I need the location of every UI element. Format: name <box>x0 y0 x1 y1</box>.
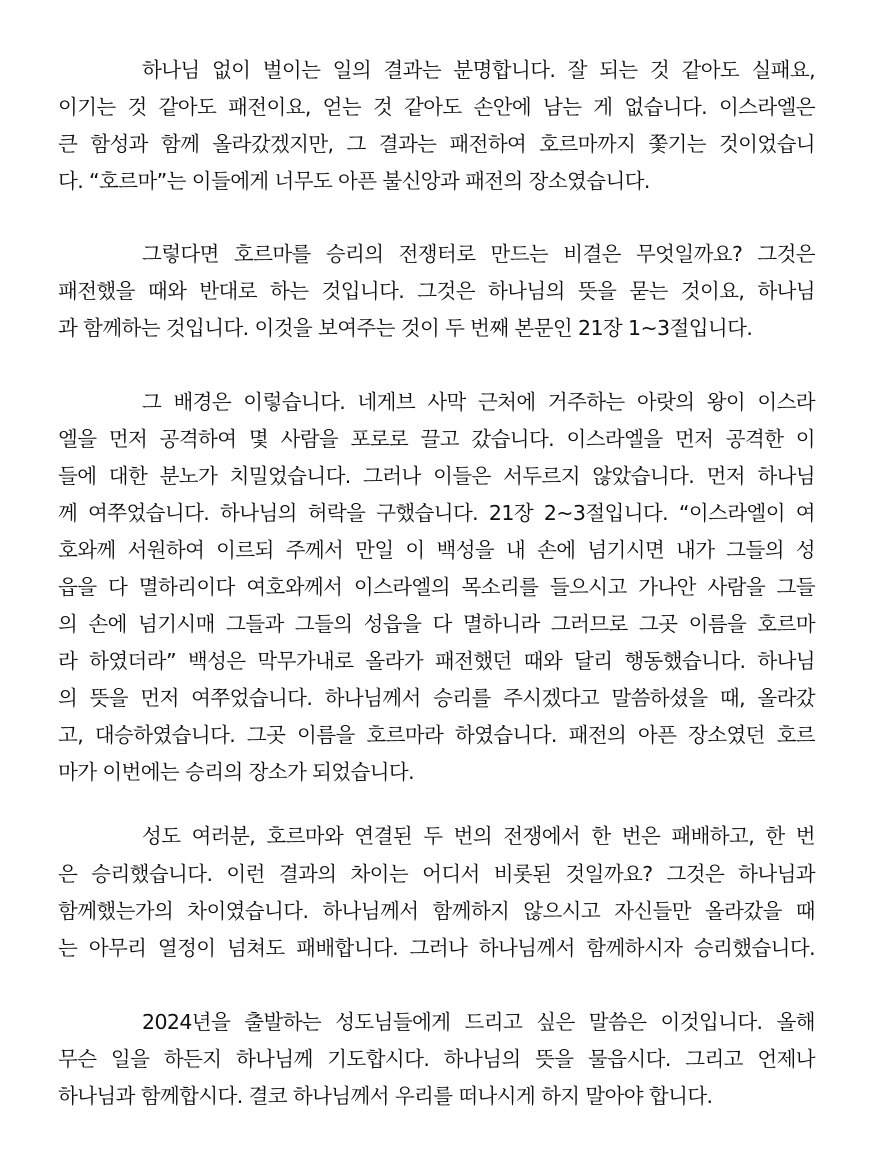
text-line: 그렇다면 호르마를 승리의 전쟁터로 만드는 비결은 무엇일까요? 그것은 <box>142 242 815 266</box>
text-line: 읍을 다 멸하리이다 여호와께서 이스라엘의 목소리를 들으시고 가나안 사람을 그들 <box>58 575 815 599</box>
text-line: 하나님과 함께합시다. 결코 하나님께서 우리를 떠나시게 하지 말아야 합니다. <box>58 1084 713 1108</box>
text-line: 과 함께하는 것입니다. 이것을 보여주는 것이 두 번째 본문인 21장 1~3절입니다. <box>58 316 753 340</box>
text-line: 패전했을 때와 반대로 하는 것입니다. 그것은 하나님의 뜻을 묻는 것이요, 하나님 <box>58 279 815 303</box>
text-line: 고, 대승하였습니다. 그곳 이름을 호르마라 하였습니다. 패전의 아픈 장소였던 호르 <box>58 723 815 747</box>
text-line: 호와께 서원하여 이르되 주께서 만일 이 백성을 내 손에 넘기시면 내가 그들의 성 <box>58 538 815 562</box>
text-line: 하나님 없이 벌이는 일의 결과는 분명합니다. 잘 되는 것 같아도 실패요, <box>142 58 815 82</box>
text-line: 들에 대한 분노가 치밀었습니다. 그러나 이들은 서두르지 않았습니다. 먼저 하나님 <box>58 464 815 488</box>
text-line: 의 손에 넘기시매 그들과 그들의 성읍을 다 멸하니라 그러므로 그곳 이름을 호르마 <box>58 612 815 636</box>
text-line: 성도 여러분, 호르마와 연결된 두 번의 전쟁에서 한 번은 패배하고, 한 번 <box>142 824 815 848</box>
text-line: 엘을 먼저 공격하여 몇 사람을 포로로 끌고 갔습니다. 이스라엘을 먼저 공격한 이 <box>58 427 815 451</box>
text-line: 는 아무리 열정이 넘쳐도 패배합니다. 그러나 하나님께서 함께하시자 승리했습니다. <box>58 936 815 960</box>
text-line: 은 승리했습니다. 이런 결과의 차이는 어디서 비롯된 것일까요? 그것은 하나님과 <box>58 862 815 886</box>
text-line: 마가 이번에는 승리의 장소가 되었습니다. <box>58 760 415 784</box>
text-line: 다. “호르마”는 이들에게 너무도 아픈 불신앙과 패전의 장소였습니다. <box>58 169 650 193</box>
text-line: 이기는 것 같아도 패전이요, 얻는 것 같아도 손안에 남는 게 없습니다. 이스라엘은 <box>58 95 815 119</box>
text-line: 큰 함성과 함께 올라갔겠지만, 그 결과는 패전하여 호르마까지 쫓기는 것이었습니 <box>58 132 815 156</box>
text-line: 2024년을 출발하는 성도님들에게 드리고 싶은 말씀은 이것입니다. 올해 <box>142 1010 815 1034</box>
text-line: 께 여쭈었습니다. 하나님의 허락을 구했습니다. 21장 2~3절입니다. “이스라엘이 여 <box>58 501 815 525</box>
text-line: 함께했는가의 차이였습니다. 하나님께서 함께하지 않으시고 자신들만 올라갔을 때 <box>58 899 815 923</box>
text-line: 무슨 일을 하든지 하나님께 기도합시다. 하나님의 뜻을 물읍시다. 그리고 언제나 <box>58 1047 815 1071</box>
text-line: 의 뜻을 먼저 여쭈었습니다. 하나님께서 승리를 주시겠다고 말씀하셨을 때, 올라갔 <box>58 686 815 710</box>
text-line: 라 하였더라” 백성은 막무가내로 올라가 패전했던 때와 달리 행동했습니다. 하나님 <box>58 649 815 673</box>
text-line: 그 배경은 이렇습니다. 네게브 사막 근처에 거주하는 아랏의 왕이 이스라 <box>142 390 815 414</box>
